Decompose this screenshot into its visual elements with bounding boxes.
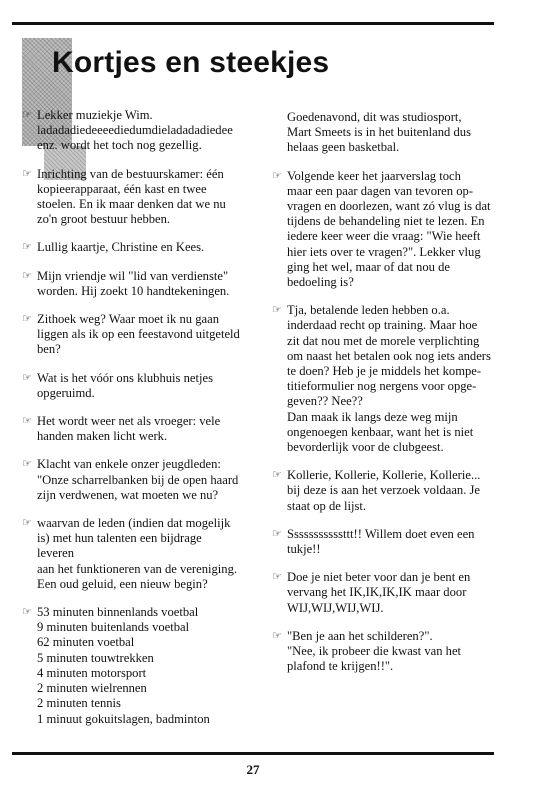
pointing-hand-icon: ☞ (272, 303, 282, 317)
paragraph-text: Zithoek weg? Waar moet ik nu gaan liggen als ik op een feestavond uitgeteld ben? (37, 312, 240, 357)
pointing-hand-icon: ☞ (272, 628, 282, 642)
paragraph-item (22, 371, 240, 401)
pointing-hand-icon: ☞ (22, 516, 32, 530)
paragraph-item (22, 605, 240, 727)
paragraph-text: Mijn vriendje wil "lid van verdienste" worden. Hij zoekt 10 handtekeningen. (37, 268, 230, 298)
paragraph-item (272, 570, 500, 616)
paragraph-item (272, 303, 500, 455)
bottom-rule (12, 752, 494, 755)
paragraph-item (22, 414, 240, 444)
right-column (272, 110, 500, 688)
pointing-hand-icon: ☞ (22, 605, 32, 619)
paragraph-text: Lekker muziekje Wim. ladadadiedeeeediedumdieladadadiedee enz. wordt het toch nog gezellig. (37, 108, 233, 153)
paragraph-text: Klacht van enkele onzer jeugdleden: "Onze scharrelbanken bij de open haard zijn verdwenen, wat moeten we nu? (37, 457, 239, 502)
paragraph-item (22, 457, 240, 503)
paragraph-item (22, 108, 240, 154)
pointing-hand-icon: ☞ (272, 168, 282, 182)
paragraph-item (22, 240, 240, 255)
pointing-hand-icon: ☞ (22, 166, 32, 180)
paragraph-item (272, 527, 500, 557)
paragraph-text: Sssssssssssttt!! Willem doet even een tukje!! (287, 526, 475, 557)
pointing-hand-icon: ☞ (22, 414, 32, 428)
paragraph-text: Inrichting van de bestuurskamer: één kopieerapparaat, één kast en twee stoelen. En ik maar denken dat we nu zo'n groot bestuur hebben. (37, 166, 226, 227)
pointing-hand-icon: ☞ (22, 240, 32, 254)
paragraph-text: Goedenavond, dit was studiosport, Mart Smeets is in het buitenland dus helaas geen basketbal. (287, 110, 471, 155)
paragraph-text: 53 minuten binnenlands voetbal 9 minuten buitenlands voetbal 62 minuten voetbal 5 minuten touwtrekken 4 minuten motorsport 2 minuten wielrennen 2 minuten tennis 1 minuut gokuitslagen, badminton (37, 605, 210, 726)
paragraph-text: Volgende keer het jaarverslag toch maar een paar dagen van tevoren op- vragen en doorlezen, want zó vlug is dat tijdens de behandeling niet te lezen. En iedere keer weer die vraag: "Wie heeft hier iets over te vragen?". Lekker vlug ging het wel, maar of dat nou de bedoeling is? (287, 168, 491, 290)
pointing-hand-icon: ☞ (22, 370, 32, 384)
page-title: Kortjes en steekjes (52, 46, 330, 79)
paragraph-item (272, 110, 500, 156)
paragraph-item (22, 516, 240, 592)
paragraph-item (22, 269, 240, 299)
paragraph-text: Doe je niet beter voor dan je bent en vervang het IK,IK,IK,IK maar door WIJ,WIJ,WIJ,WIJ. (287, 570, 471, 615)
page-number: 27 (246, 762, 260, 777)
paragraph-text: Kollerie, Kollerie, Kollerie, Kollerie... bij deze is aan het verzoek voldaan. Je staat op de lijst. (287, 468, 481, 513)
pointing-hand-icon: ☞ (22, 268, 32, 282)
pointing-hand-icon: ☞ (22, 457, 32, 471)
paragraph-text: Wat is het vóór ons klubhuis netjes opgeruimd. (37, 370, 213, 400)
paragraph-text: Het wordt weer net als vroeger: vele handen maken licht werk. (37, 414, 221, 444)
pointing-hand-icon: ☞ (272, 468, 282, 482)
pointing-hand-icon: ☞ (22, 108, 32, 121)
paragraph-text: Tja, betalende leden hebben o.a. inderdaad recht op training. Maar hoe zit dat nou met de morele verplichting om naast het betalen ook nog iets anders te doen? Heb je je middels het kompe- titieformulier nog nergens voor opge- geven?? Nee?? Dan maak ik langs deze weg mijn ongenoegen kenbaar, want het is niet bevorderlijk voor de clubgeest. (287, 303, 491, 455)
paragraph-item (22, 312, 240, 358)
paragraph-item (272, 629, 500, 675)
paragraph-item (22, 167, 240, 228)
paragraph-text: Lullig kaartje, Christine en Kees. (37, 240, 205, 255)
pointing-hand-icon: ☞ (272, 526, 282, 540)
pointing-hand-icon: ☞ (22, 312, 32, 326)
pointing-hand-icon: ☞ (272, 570, 282, 584)
paragraph-text: waarvan de leden (indien dat mogelijk is) met hun talenten een bijdrage leveren aan het funktioneren van de vereniging. Een oud geluid, een nieuw begin? (37, 516, 238, 591)
paragraph-item (272, 468, 500, 514)
top-rule (12, 22, 494, 25)
paragraph-text: "Ben je aan het schilderen?". "Nee, ik probeer die kwast van het plafond te krijgen!!". (287, 628, 462, 674)
paragraph-item (272, 169, 500, 291)
left-column (22, 108, 240, 740)
